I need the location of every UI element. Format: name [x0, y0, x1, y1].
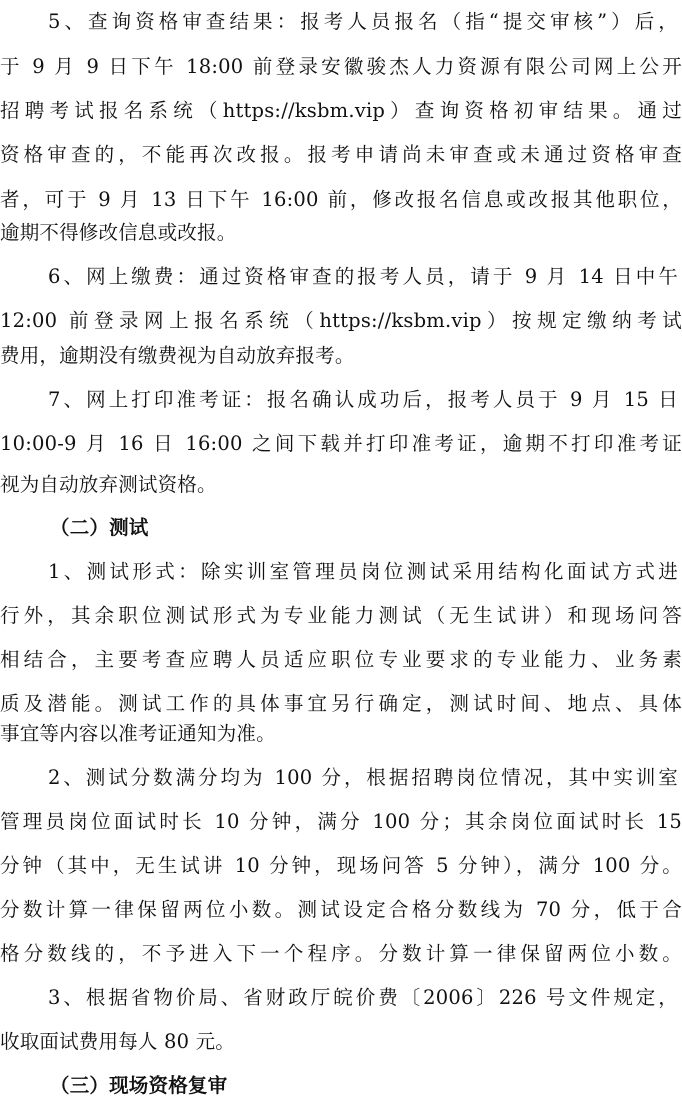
text-line: 招聘考试报名系统（https://ksbm.vip）查询资格初审结果。通过 — [0, 99, 682, 122]
text-line: 逾期不得修改信息或改报。 — [0, 221, 237, 244]
section-heading: （三）现场资格复审 — [50, 1074, 228, 1097]
text-line: 1、测试形式：除实训室管理员岗位测试采用结构化面试方式进 — [48, 560, 678, 583]
text-line: 行外，其余职位测试形式为专业能力测试（无生试讲）和现场问答 — [0, 604, 682, 627]
text-line: 收取面试费用每人 80 元。 — [0, 1030, 236, 1053]
section-heading: （二）测试 — [50, 516, 149, 539]
text-line: 分数计算一律保留两位小数。测试设定合格分数线为 70 分，低于合 — [0, 898, 682, 921]
text-line: 管理员岗位面试时长 10 分钟，满分 100 分；其余岗位面试时长 15 — [0, 810, 682, 833]
text-line: 费用，逾期没有缴费视为自动放弃报考。 — [0, 344, 355, 367]
text-line: 于 9 月 9 日下午 18:00 前登录安徽骏杰人力资源有限公司网上公开 — [0, 55, 682, 78]
text-line: 12:00 前登录网上报名系统（https://ksbm.vip）按规定缴纳考试 — [0, 309, 682, 332]
text-line: 分钟（其中，无生试讲 10 分钟，现场问答 5 分钟），满分 100 分。 — [0, 854, 682, 877]
text-line: 6、网上缴费：通过资格审查的报考人员，请于 9 月 14 日中午 — [48, 265, 678, 288]
text-line: 质及潜能。测试工作的具体事宜另行确定，测试时间、地点、具体 — [0, 692, 682, 715]
text-line: 10:00-9 月 16 日 16:00 之间下载并打印准考证，逾期不打印准考证 — [0, 432, 682, 455]
text-line: 相结合，主要考查应聘人员适应职位专业要求的专业能力、业务素 — [0, 648, 682, 671]
text-line: 格分数线的，不予进入下一个程序。分数计算一律保留两位小数。 — [0, 942, 682, 965]
text-line: 7、网上打印准考证：报名确认成功后，报考人员于 9 月 15 日 — [48, 388, 678, 411]
text-line: 2、测试分数满分均为 100 分，根据招聘岗位情况，其中实训室 — [48, 766, 678, 789]
text-line: 资格审查的，不能再次改报。报考申请尚未审查或未通过资格审查 — [0, 143, 682, 166]
text-line: 者，可于 9 月 13 日下午 16:00 前，修改报名信息或改报其他职位， — [0, 188, 682, 211]
text-line: 5、查询资格审查结果：报考人员报名（指“提交审核”）后， — [48, 10, 678, 33]
text-line: 3、根据省物价局、省财政厅皖价费〔2006〕226 号文件规定， — [48, 986, 678, 1009]
text-line: 视为自动放弃测试资格。 — [0, 473, 217, 496]
text-line: 事宜等内容以准考证通知为准。 — [0, 722, 276, 745]
